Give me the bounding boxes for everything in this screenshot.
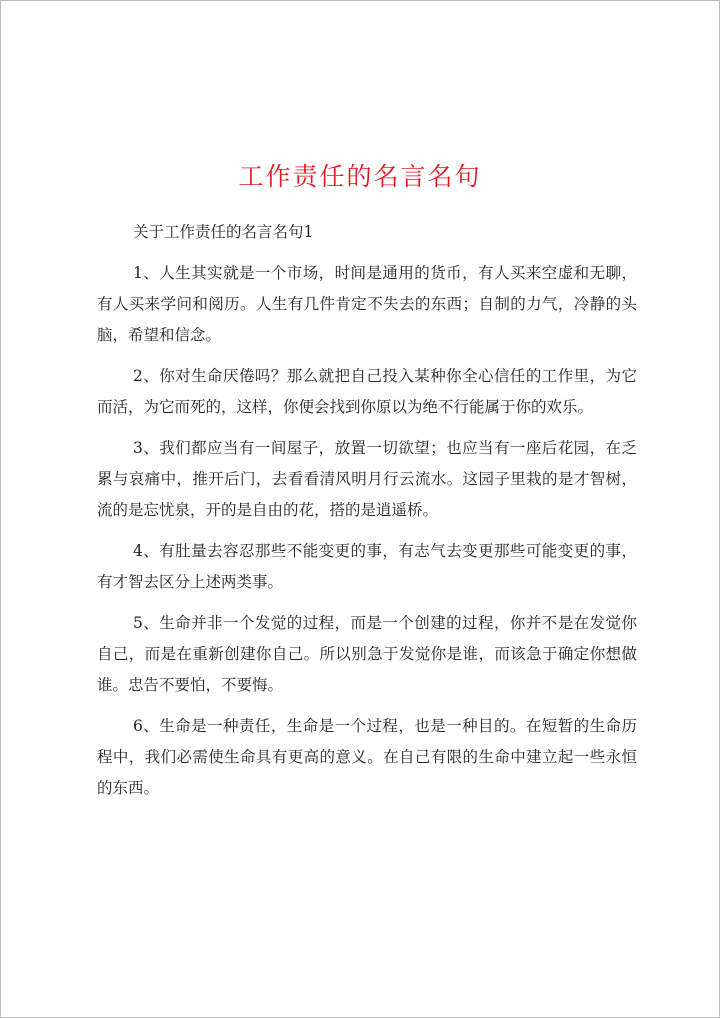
quote-paragraph-1: 1、人生其实就是一个市场，时间是通用的货币，有人买来空虚和无聊，有人买来学问和阅历。人生有几件肯定不失去的东西；自制的力气，冷静的头脑，希望和信念。 (97, 264, 637, 344)
quote-paragraph-2: 2、你对生命厌倦吗？那么就把自己投入某种你全心信任的工作里，为它而活，为它而死的，这样，你便会找到你原以为绝不行能属于你的欢乐。 (97, 367, 637, 416)
quote-paragraph-4: 4、有肚量去容忍那些不能变更的事，有志气去变更那些可能变更的事，有才智去区分上述两类事。 (97, 542, 637, 591)
quote-paragraph-5: 5、生命并非一个发觉的过程，而是一个创建的过程，你并不是在发觉你自己，而是在重新创建你自己。所以别急于发觉你是谁，而该急于确定你想做谁。忠告不要怕，不要悔。 (97, 614, 637, 694)
quote-paragraph-6: 6、生命是一种责任，生命是一个过程，也是一种目的。在短暂的生命历程中，我们必需使生命具有更高的意义。在自己有限的生命中建立起一些永恒的东西。 (97, 717, 637, 797)
quote-paragraph-3: 3、我们都应当有一间屋子，放置一切欲望；也应当有一座后花园，在乏累与哀痛中，推开后门，去看看清风明月行云流水。这园子里栽的是才智树，流的是忘忧泉，开的是自由的花，搭的是逍遥桥。 (97, 439, 637, 519)
document-body (97, 217, 637, 814)
section-heading: 关于工作责任的名言名句1 (133, 223, 314, 241)
document-title: 工作责任的名言名句 (238, 162, 482, 191)
